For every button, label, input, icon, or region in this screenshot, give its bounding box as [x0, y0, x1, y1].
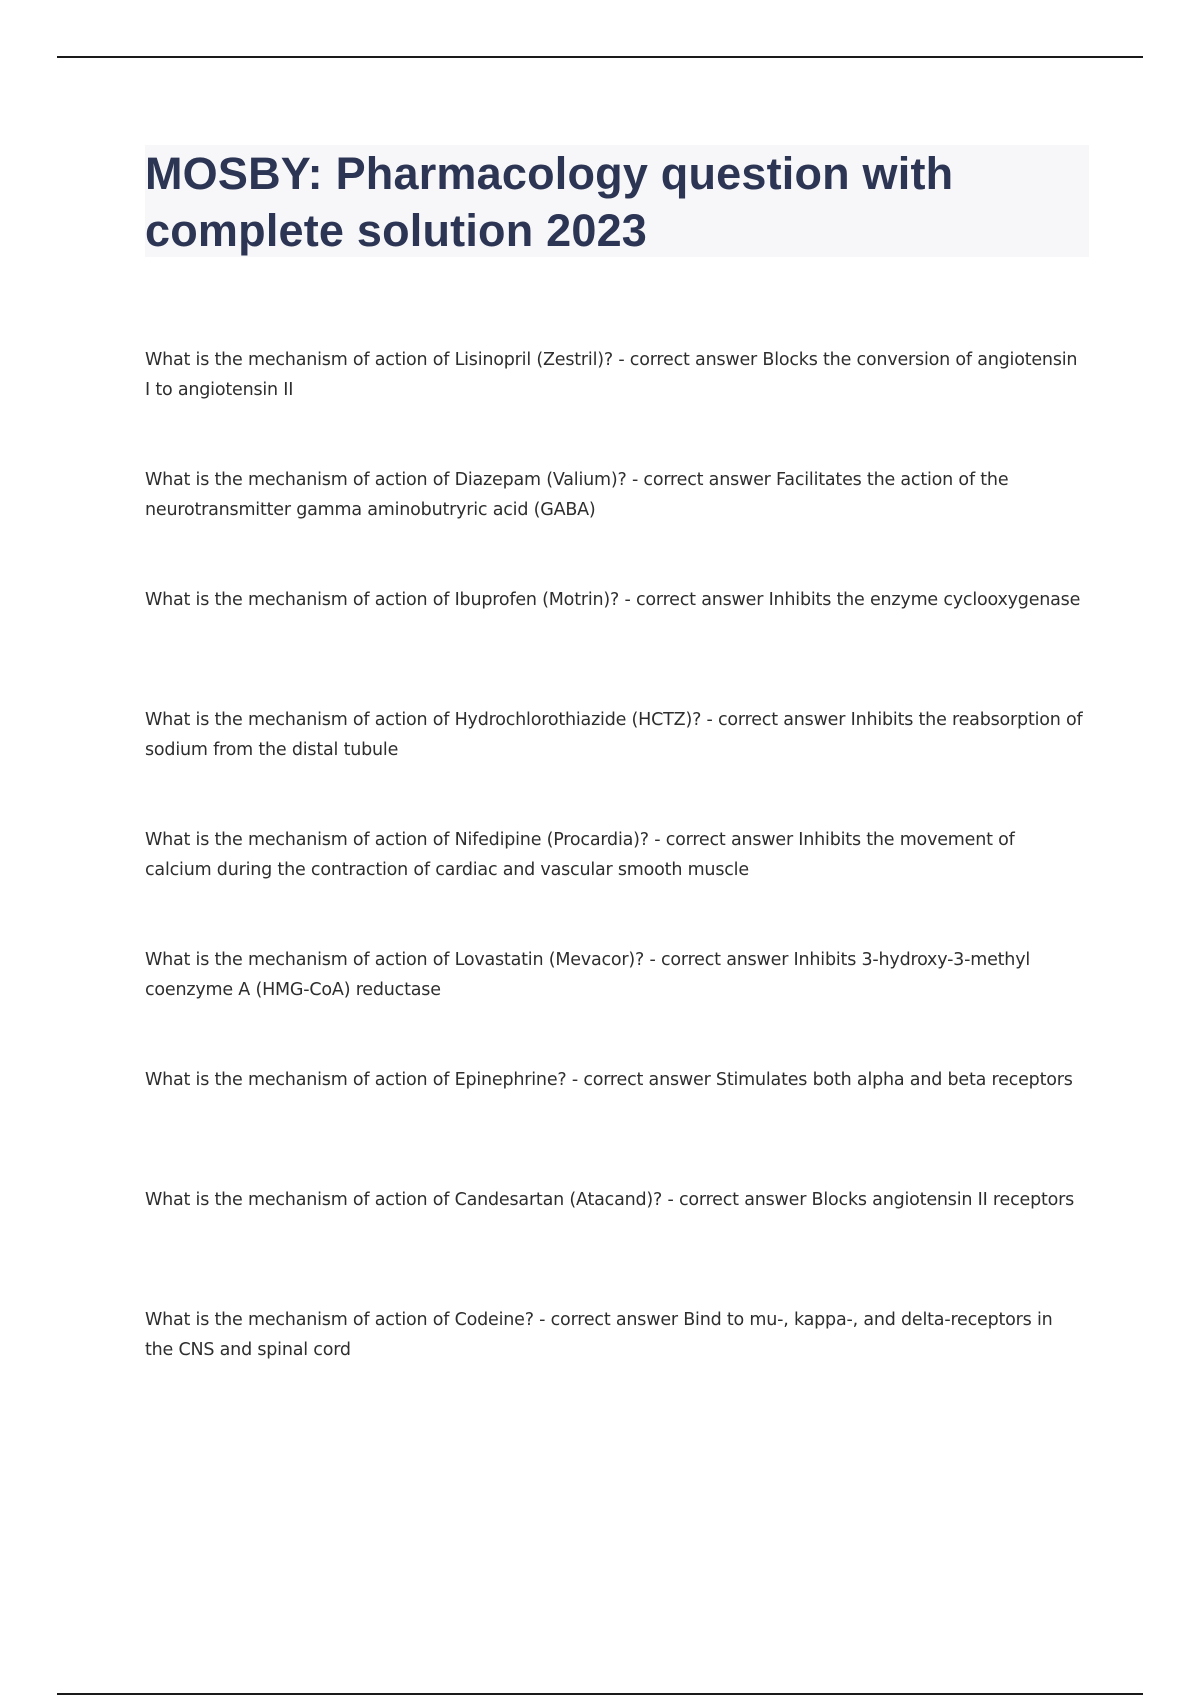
- qa-item-diazepam: What is the mechanism of action of Diazepam (Valium)? - correct answer Facilitates the action of the neurotransmitter gamma aminobutryric acid (GABA): [145, 470, 1009, 520]
- top-divider: [57, 56, 1143, 58]
- qa-item-candesartan: What is the mechanism of action of Candesartan (Atacand)? - correct answer Blocks angiotensin II receptors: [145, 1190, 1075, 1210]
- qa-list: [145, 345, 1085, 1425]
- qa-item-hydrochlorothiazide: What is the mechanism of action of Hydrochlorothiazide (HCTZ)? - correct answer Inhibits the reabsorption of sodium from the distal tubule: [145, 710, 1083, 760]
- qa-item-lovastatin: What is the mechanism of action of Lovastatin (Mevacor)? - correct answer Inhibits 3-hydroxy-3-methyl coenzyme A (HMG-CoA) reductase: [145, 950, 1031, 1000]
- qa-item-lisinopril: What is the mechanism of action of Lisinopril (Zestril)? - correct answer Blocks the conversion of angiotensin I to angiotensin II: [145, 350, 1078, 400]
- qa-item-epinephrine: What is the mechanism of action of Epinephrine? - correct answer Stimulates both alpha and beta receptors: [145, 1070, 1073, 1090]
- qa-item-ibuprofen: What is the mechanism of action of Ibuprofen (Motrin)? - correct answer Inhibits the enzyme cyclooxygenase: [145, 590, 1081, 610]
- document-title: MOSBY: Pharmacology question with complete solution 2023: [145, 148, 954, 256]
- qa-item-codeine: What is the mechanism of action of Codeine? - correct answer Bind to mu-, kappa-, and delta-receptors in the CNS and spinal cord: [145, 1310, 1053, 1360]
- qa-item-nifedipine: What is the mechanism of action of Nifedipine (Procardia)? - correct answer Inhibits the movement of calcium during the contraction of cardiac and vascular smooth muscle: [145, 830, 1015, 880]
- bottom-divider: [57, 1693, 1143, 1695]
- title-banner: [145, 145, 1089, 257]
